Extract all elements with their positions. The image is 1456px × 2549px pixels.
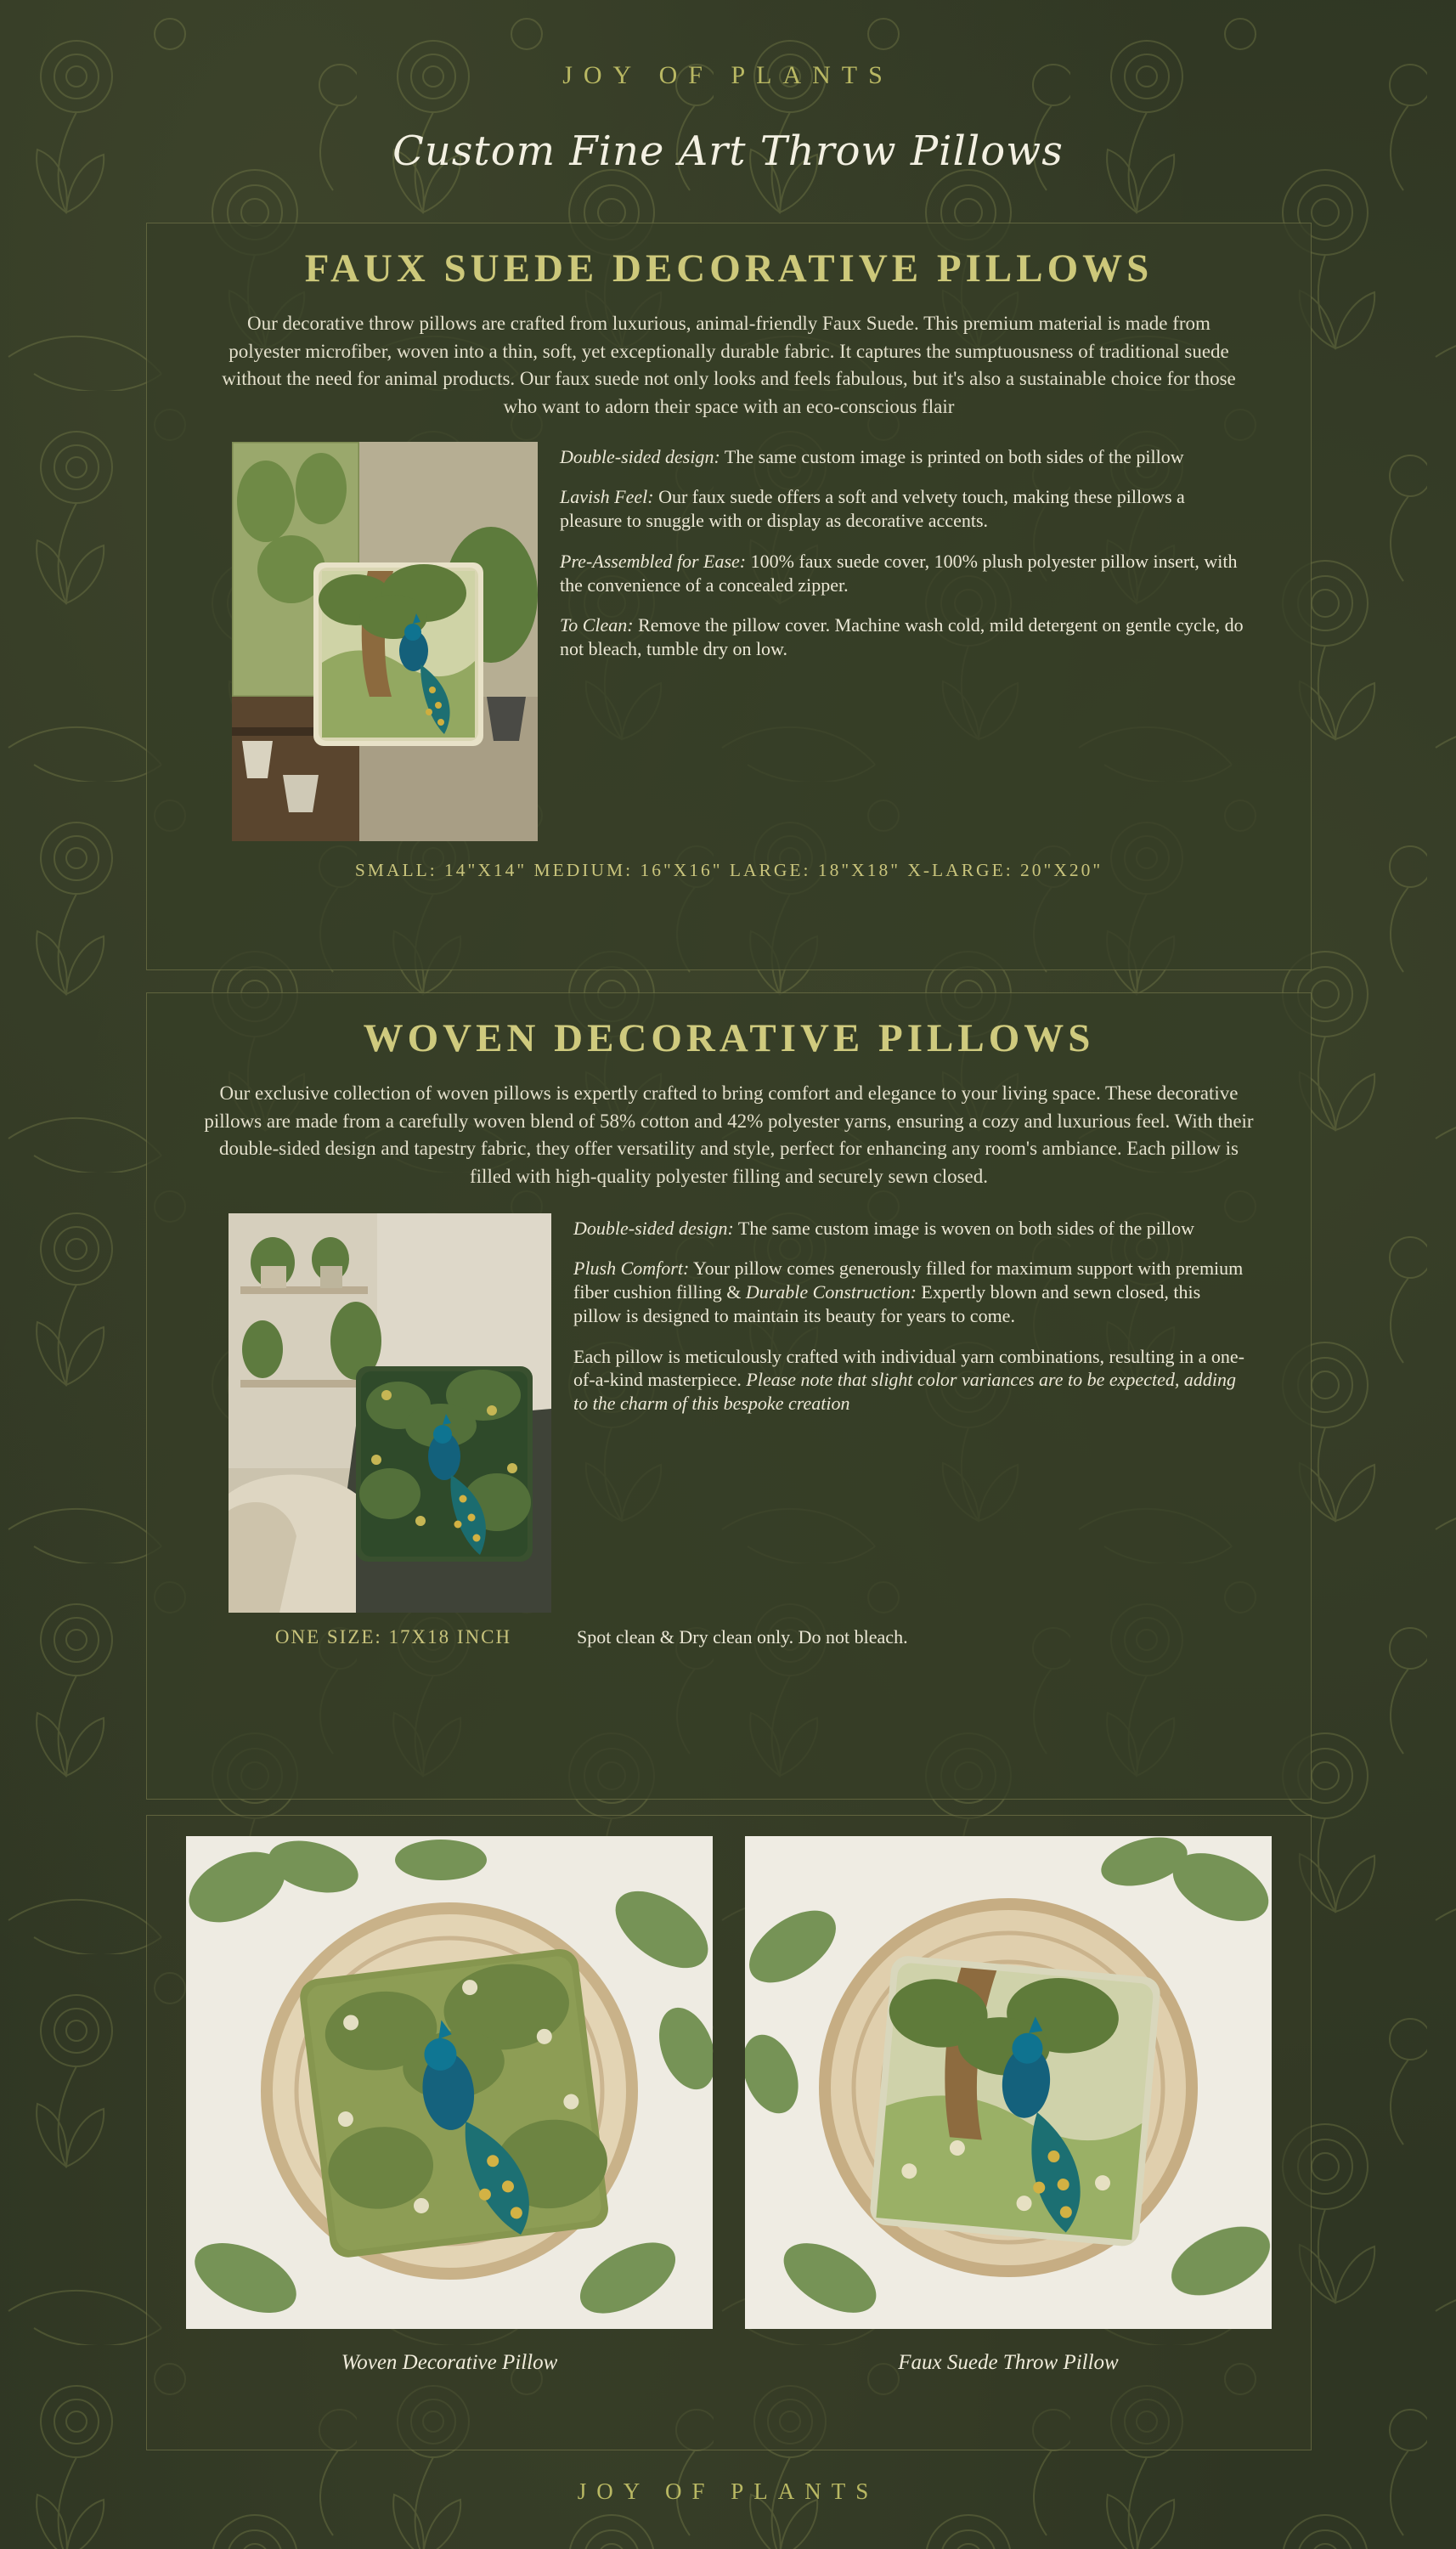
gallery-caption-faux: Faux Suede Throw Pillow xyxy=(898,2351,1119,2374)
bullet-plush-comfort: Plush Comfort: Your pillow comes generously filled for maximum support with premium fiber cushion filling & Durable Construction: Expertly blown and sewn closed, this pillow is designed to maintain its beauty for years to come. xyxy=(573,1258,1244,1326)
woven-bullets xyxy=(573,1213,1244,1613)
woven-care-label: Spot clean & Dry clean only. Do not bleach. xyxy=(577,1625,908,1648)
gallery-item-faux xyxy=(745,1836,1272,2375)
faux-suede-sizes: SMALL: 14"X14" MEDIUM: 16"X16" LARGE: 18"X18" X-LARGE: 20"X20" xyxy=(354,859,1103,880)
faux-suede-bullets xyxy=(560,442,1244,841)
faux-suede-pillow-photo xyxy=(232,442,538,841)
bullet-handcrafted-note: Each pillow is meticulously crafted with individual yarn combinations, resulting in a one-of-a-kind masterpiece. Please note that slight color variances are to be expected, adding to the charm of this bespoke creation xyxy=(573,1345,1244,1414)
brand-title-bottom: JOY OF PLANTS xyxy=(577,2478,879,2504)
woven-heading: WOVEN DECORATIVE PILLOWS xyxy=(363,1016,1095,1060)
faux-pillow-basket-photo xyxy=(745,1836,1272,2329)
woven-pillow-basket-photo xyxy=(186,1836,713,2329)
bullet-double-sided: Double-sided design: The same custom image is printed on both sides of the pillow xyxy=(560,445,1184,467)
brand-title-top: JOY OF PLANTS xyxy=(562,61,894,89)
bullet-pre-assembled: Pre-Assembled for Ease: 100% faux suede cover, 100% plush polyester pillow insert, with the convenience of a concealed zipper. xyxy=(560,550,1238,596)
woven-size-row xyxy=(147,1613,1311,1648)
page-subtitle: Custom Fine Art Throw Pillows xyxy=(392,127,1064,175)
faux-suede-section xyxy=(146,223,1312,970)
faux-suede-product-row xyxy=(147,421,1311,841)
woven-intro: Our exclusive collection of woven pillows is expertly crafted to bring comfort and elegance to your living space. These decorative pillows are made from a carefully woven blend of 58% cotton and 42% polyester yarns, ensuring a cozy and luxurious feel. With their double-sided design and tapestry fabric, they offer versatility and style, perfect for enhancing any room's ambiance. Each pillow is filled with high-quality polyester filling and securely sewn closed. xyxy=(204,1082,1254,1187)
woven-pillow-photo xyxy=(229,1213,551,1613)
faux-suede-heading: FAUX SUEDE DECORATIVE PILLOWS xyxy=(304,246,1154,291)
gallery-item-woven xyxy=(186,1836,713,2375)
gallery-section xyxy=(146,1815,1312,2450)
gallery-caption-woven: Woven Decorative Pillow xyxy=(341,2351,558,2374)
bullet-lavish-feel: Lavish Feel: Our faux suede offers a soft and velvety touch, making these pillows a pleasure to snuggle with or display as decorative accents. xyxy=(560,486,1185,532)
gallery-row xyxy=(147,1816,1311,2375)
bullet-to-clean: To Clean: Remove the pillow cover. Machine wash cold, mild detergent on gentle cycle, do not bleach, tumble dry on low. xyxy=(560,614,1244,659)
faux-suede-intro: Our decorative throw pillows are crafted from luxurious, animal-friendly Faux Suede. This premium material is made from polyester microfiber, woven into a thin, soft, yet exceptionally durable fabric. It captures the sumptuousness of traditional suede without the need for animal products. Our faux suede not only looks and feels fabulous, but it's also a sustainable choice for those who want to adorn their space with an eco-conscious flair xyxy=(222,313,1236,417)
woven-section xyxy=(146,992,1312,1800)
bullet-woven-double-sided: Double-sided design: The same custom image is woven on both sides of the pillow xyxy=(573,1217,1194,1239)
woven-product-row xyxy=(147,1191,1311,1613)
woven-size-label: ONE SIZE: 17X18 INCH xyxy=(274,1625,512,1648)
